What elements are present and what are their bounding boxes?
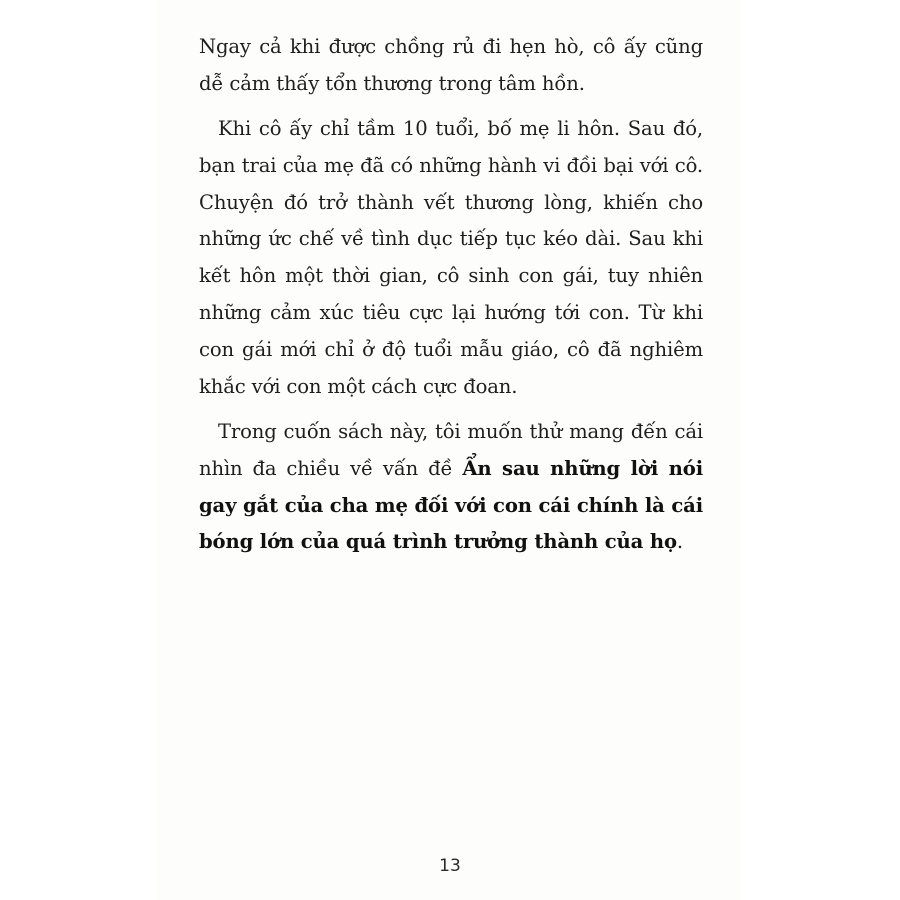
paragraph-2: Khi cô ấy chỉ tầm 10 tuổi, bố mẹ li hôn. Sau đó, bạn trai của mẹ đã có những hành vi đồi bại với cô. Chuyện đó trở thành vết thương lòng, khiến cho những ức chế về tình dục tiếp tục kéo dài. Sau khi kết hôn một thời gian, cô sinh con gái, tuy nhiên những cảm xúc tiêu cực lại hướng tới con. Từ khi con gái mới chỉ ở độ tuổi mẫu giáo, cô đã nghiêm khắc với con một cách cực đoan.: [199, 117, 703, 398]
paragraph-1: Ngay cả khi được chồng rủ đi hẹn hò, cô ấy cũng dễ cảm thấy tổn thương trong tâm hồn.: [199, 35, 703, 95]
paragraph-3-lead: Trong cuốn sách này, tôi muốn thử mang đến cái nhìn đa chiều về vấn đề: [199, 419, 703, 480]
page-number: 13: [439, 856, 461, 876]
paragraph-3: [199, 414, 703, 561]
paragraph-3-end: .: [676, 530, 683, 554]
page-body-text: [199, 29, 703, 570]
paragraph-3-emphasis: Ẩn sau những lời nói gay gắt của cha mẹ đối với con cái chính là cái bóng lớn của quá trình trưởng thành của họ: [199, 456, 703, 554]
